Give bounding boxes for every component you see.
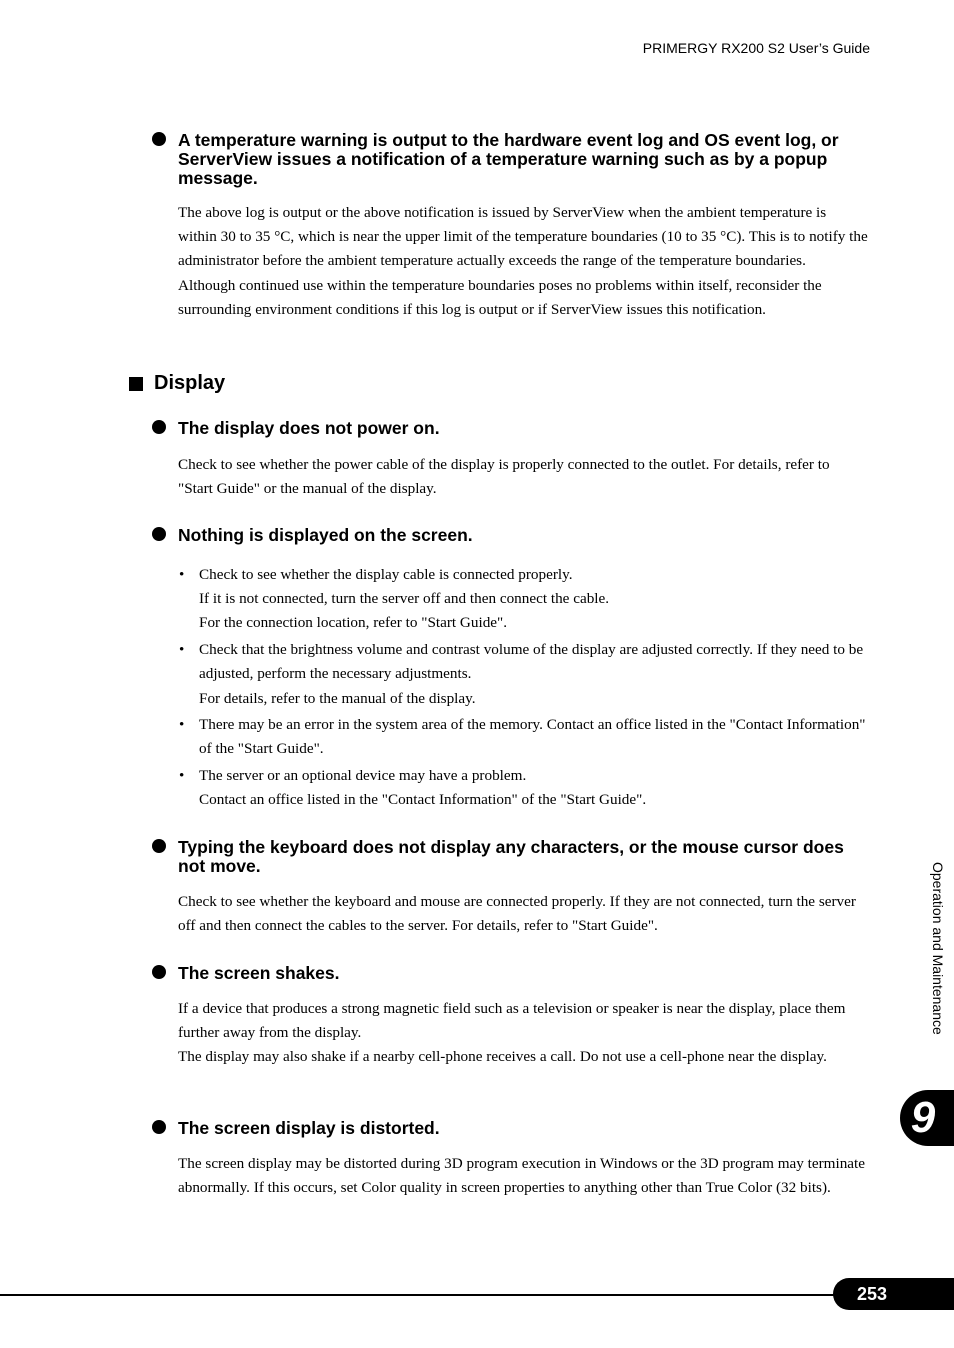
power-heading bbox=[152, 419, 868, 438]
bullet-dot-icon bbox=[152, 420, 166, 434]
display-section-heading bbox=[129, 372, 225, 395]
nothing-heading bbox=[152, 526, 868, 545]
shakes-para-2: The display may also shake if a nearby cell-phone receives a call. Do not use a cell-phone near the display. bbox=[178, 1048, 827, 1066]
bullet-icon: • bbox=[179, 641, 185, 659]
chapter-tab bbox=[900, 1090, 954, 1146]
bullet-dot-icon bbox=[152, 965, 166, 979]
bullet-dot-icon bbox=[152, 839, 166, 853]
guide-title: PRIMERGY RX200 S2 User’s Guide bbox=[642, 40, 870, 56]
bullet-icon: • bbox=[179, 566, 185, 583]
keyboard-heading-text: Typing the keyboard does not display any characters, or the mouse cursor does not move. bbox=[178, 837, 844, 876]
list-item-line: There may be an error in the system area of the memory. Contact an office listed in the "Contact Information" of the "Start Guide". bbox=[199, 716, 866, 758]
keyboard-text: Check to see whether the keyboard and mouse are connected properly. If they are not connected, turn the server off and then connect the cables to the server. For details, refer to "Start Guide". bbox=[178, 893, 856, 935]
temperature-para-1: The above log is output or the above notification is issued by ServerView when the ambient temperature is within 30 to 35 °C, which is near the upper limit of the temperature boundaries (10 to 35 °C). This is to notify the administrator before the ambient temperature actually exceeds the range of the temperature boundaries. bbox=[178, 204, 868, 270]
list-item bbox=[178, 563, 868, 636]
chapter-number: 9 bbox=[910, 1093, 936, 1142]
chapter-side-label: Operation and Maintenance bbox=[930, 862, 946, 1035]
list-item-line: For details, refer to the manual of the display. bbox=[199, 689, 476, 707]
list-item-line: The server or an optional device may have a problem. bbox=[199, 767, 527, 785]
footer-rule bbox=[0, 1294, 840, 1296]
bullet-dot-icon bbox=[152, 1120, 166, 1134]
page-number: 253 bbox=[833, 1278, 954, 1310]
temperature-heading bbox=[152, 131, 868, 188]
bullet-dot-icon bbox=[152, 527, 166, 541]
list-item-line: Check that the brightness volume and contrast volume of the display are adjusted correctly. If they need to be adjusted, perform the necessary adjustments. bbox=[199, 641, 864, 683]
list-item bbox=[178, 713, 868, 761]
list-item bbox=[178, 638, 868, 711]
temperature-para-2: Although continued use within the temperature boundaries poses no problems within itself, reconsider the surrounding environment conditions if this log is output or if ServerView issues this notification. bbox=[178, 276, 822, 318]
list-item-line: Contact an office listed in the "Contact Information" of the "Start Guide". bbox=[199, 791, 647, 809]
power-heading-text: The display does not power on. bbox=[178, 418, 440, 438]
shakes-para-1: If a device that produces a strong magnetic field such as a television or speaker is near the display, place them further away from the display. bbox=[178, 1000, 846, 1042]
shakes-heading bbox=[152, 964, 868, 983]
shakes-heading-text: The screen shakes. bbox=[178, 963, 340, 983]
square-bullet-icon bbox=[129, 377, 143, 391]
power-body bbox=[178, 453, 868, 501]
shakes-body bbox=[178, 997, 868, 1070]
distorted-text: The screen display may be distorted during 3D program execution in Windows or the 3D program may terminate abnormally. If this occurs, set Color quality in screen properties to anything other than True Color (32 bits). bbox=[178, 1155, 866, 1197]
display-section-title: Display bbox=[154, 372, 226, 394]
list-item-line: Check to see whether the display cable is connected properly. bbox=[199, 566, 573, 583]
bullet-dot-icon bbox=[152, 132, 166, 146]
temperature-body bbox=[178, 201, 868, 322]
list-item-line: If it is not connected, turn the server off and then connect the cable. bbox=[199, 590, 610, 608]
bullet-icon: • bbox=[179, 767, 185, 785]
list-item bbox=[178, 764, 868, 812]
list-item-line: For the connection location, refer to "Start Guide". bbox=[199, 614, 508, 632]
temperature-heading-text: A temperature warning is output to the hardware event log and OS event log, or ServerView issues a notification of a temperature warning such as by a popup message. bbox=[178, 130, 839, 188]
distorted-heading bbox=[152, 1119, 868, 1138]
distorted-heading-text: The screen display is distorted. bbox=[178, 1118, 440, 1138]
keyboard-heading bbox=[152, 838, 868, 876]
nothing-heading-text: Nothing is displayed on the screen. bbox=[178, 525, 473, 545]
distorted-body bbox=[178, 1152, 868, 1200]
keyboard-body bbox=[178, 890, 868, 938]
power-text: Check to see whether the power cable of the display is properly connected to the outlet. For details, refer to "Start Guide" or the manual of the display. bbox=[178, 456, 830, 498]
bullet-icon: • bbox=[179, 716, 185, 734]
nothing-list bbox=[178, 563, 868, 815]
